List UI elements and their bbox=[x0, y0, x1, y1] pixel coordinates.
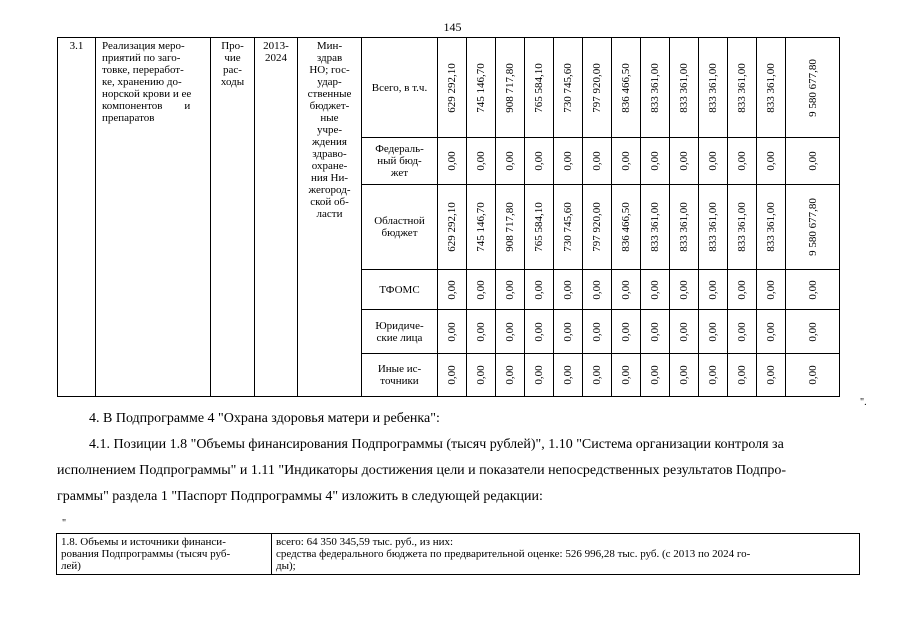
value-text: 0,00 bbox=[562, 279, 574, 300]
value-cell bbox=[467, 138, 496, 185]
value-cell bbox=[438, 270, 467, 310]
value-cell bbox=[786, 270, 840, 310]
value-cell bbox=[728, 270, 757, 310]
value-text: 745 146,70 bbox=[475, 202, 487, 252]
value-cell bbox=[699, 185, 728, 270]
value-cell bbox=[612, 354, 641, 397]
value-cell bbox=[612, 185, 641, 270]
value-cell bbox=[438, 310, 467, 354]
value-cell bbox=[525, 310, 554, 354]
value-cell bbox=[641, 38, 670, 138]
value-text: 0,00 bbox=[446, 151, 458, 171]
value-cell bbox=[757, 38, 786, 138]
value-cell bbox=[728, 310, 757, 354]
measure-name: Реализация меро- приятий по заго- товке, переработ- ке, хранению до- норской крови и ее компонентов и препаратов bbox=[96, 38, 211, 397]
value-text: 0,00 bbox=[678, 321, 690, 342]
value-text: 0,00 bbox=[736, 365, 748, 385]
value-cell bbox=[612, 38, 641, 138]
value-cell bbox=[583, 354, 612, 397]
value-cell bbox=[699, 38, 728, 138]
value-cell bbox=[641, 354, 670, 397]
value-cell bbox=[670, 185, 699, 270]
value-cell bbox=[757, 354, 786, 397]
value-cell bbox=[496, 354, 525, 397]
value-cell bbox=[583, 185, 612, 270]
row-number: 3.1 bbox=[58, 38, 96, 397]
value-cell bbox=[496, 185, 525, 270]
value-text: 0,00 bbox=[562, 365, 574, 385]
value-cell bbox=[757, 310, 786, 354]
table-row bbox=[57, 534, 860, 575]
value-text: 0,00 bbox=[736, 151, 748, 171]
source-label: Юридиче- ские лица bbox=[362, 310, 438, 354]
value-cell bbox=[438, 354, 467, 397]
value-cell bbox=[670, 354, 699, 397]
value-cell bbox=[438, 38, 467, 138]
value-cell bbox=[467, 270, 496, 310]
value-text: 0,00 bbox=[806, 321, 819, 342]
passport-federal: средства федерального бюджета по предварительной оценке: 526 996,28 тыс. руб. (с 2013 по 2024 го- ды); bbox=[276, 548, 751, 572]
value-text: 0,00 bbox=[620, 365, 632, 385]
value-text: 797 920,00 bbox=[591, 62, 603, 113]
source-label: Федераль- ный бюд- жет bbox=[362, 138, 438, 185]
value-cell bbox=[728, 38, 757, 138]
value-text: 0,00 bbox=[591, 321, 603, 342]
value-text: 833 361,00 bbox=[649, 202, 661, 252]
value-cell bbox=[786, 38, 840, 138]
value-text: 0,00 bbox=[736, 279, 748, 300]
value-text: 908 717,80 bbox=[504, 202, 516, 252]
value-cell bbox=[728, 354, 757, 397]
value-cell bbox=[496, 310, 525, 354]
paragraph: 4. В Подпрограмме 4 "Охрана здоровья матери и ребенка": bbox=[89, 411, 440, 426]
value-cell bbox=[467, 38, 496, 138]
value-cell bbox=[699, 354, 728, 397]
value-text: 0,00 bbox=[504, 279, 516, 300]
value-cell bbox=[612, 270, 641, 310]
value-cell bbox=[757, 270, 786, 310]
value-text: 833 361,00 bbox=[649, 62, 661, 113]
value-text: 836 466,50 bbox=[620, 202, 632, 252]
value-text: 0,00 bbox=[649, 365, 661, 385]
value-cell bbox=[786, 354, 840, 397]
table-row bbox=[58, 38, 840, 138]
value-cell bbox=[438, 185, 467, 270]
value-text: 0,00 bbox=[504, 365, 516, 385]
value-text: 836 466,50 bbox=[620, 62, 632, 113]
value-text: 629 292,10 bbox=[446, 62, 458, 113]
value-text: 730 745,60 bbox=[562, 202, 574, 252]
value-text: 0,00 bbox=[533, 365, 545, 385]
value-text: 0,00 bbox=[707, 321, 719, 342]
value-text: 0,00 bbox=[736, 321, 748, 342]
value-text: 0,00 bbox=[765, 279, 777, 300]
value-text: 0,00 bbox=[475, 321, 487, 342]
value-cell bbox=[583, 138, 612, 185]
value-text: 908 717,80 bbox=[504, 62, 516, 113]
value-cell bbox=[467, 354, 496, 397]
passport-left-cell: 1.8. Объемы и источники финанси- рования Подпрограммы (тысяч руб- лей) bbox=[57, 534, 272, 575]
value-cell bbox=[670, 310, 699, 354]
value-text: 0,00 bbox=[475, 365, 487, 385]
value-cell bbox=[670, 270, 699, 310]
value-text: 745 146,70 bbox=[475, 62, 487, 113]
value-cell bbox=[525, 354, 554, 397]
value-text: 0,00 bbox=[678, 279, 690, 300]
value-text: 0,00 bbox=[533, 321, 545, 342]
responsible: Мин- здрав НО; гос- удар- ственные бюджет- ные учре- ждения здраво- охране- ния Ни- жегород- ской об- ласти bbox=[298, 38, 362, 397]
value-text: 833 361,00 bbox=[736, 202, 748, 252]
value-text: 0,00 bbox=[765, 321, 777, 342]
value-text: 0,00 bbox=[533, 151, 545, 171]
value-cell bbox=[496, 270, 525, 310]
value-cell bbox=[467, 310, 496, 354]
value-cell bbox=[554, 270, 583, 310]
value-cell bbox=[728, 185, 757, 270]
value-text: 0,00 bbox=[620, 279, 632, 300]
financing-table bbox=[57, 37, 840, 397]
value-cell bbox=[641, 138, 670, 185]
value-text: 0,00 bbox=[533, 279, 545, 300]
source-label: Иные ис- точники bbox=[362, 354, 438, 397]
value-cell bbox=[612, 138, 641, 185]
expense-type: Про- чие рас- ходы bbox=[211, 38, 255, 397]
value-text: 833 361,00 bbox=[765, 202, 777, 252]
value-text: 797 920,00 bbox=[591, 202, 603, 252]
value-text: 0,00 bbox=[707, 151, 719, 171]
value-cell bbox=[670, 138, 699, 185]
value-text: 9 580 677,80 bbox=[806, 198, 819, 256]
value-text: 0,00 bbox=[707, 279, 719, 300]
source-label: ТФОМС bbox=[362, 270, 438, 310]
value-cell bbox=[728, 138, 757, 185]
value-text: 0,00 bbox=[562, 321, 574, 342]
value-text: 0,00 bbox=[504, 151, 516, 171]
value-text: 0,00 bbox=[591, 279, 603, 300]
value-cell bbox=[699, 310, 728, 354]
value-text: 0,00 bbox=[475, 151, 487, 171]
value-cell bbox=[641, 185, 670, 270]
value-cell bbox=[757, 138, 786, 185]
source-label: Всего, в т.ч. bbox=[362, 38, 438, 138]
value-text: 0,00 bbox=[707, 365, 719, 385]
value-text: 0,00 bbox=[806, 365, 819, 385]
value-cell bbox=[583, 38, 612, 138]
value-text: 730 745,60 bbox=[562, 62, 574, 113]
value-cell bbox=[554, 354, 583, 397]
value-text: 0,00 bbox=[678, 365, 690, 385]
value-cell bbox=[554, 38, 583, 138]
value-cell bbox=[670, 38, 699, 138]
passport-right-cell bbox=[272, 534, 860, 575]
value-text: 765 584,10 bbox=[533, 62, 545, 113]
years: 2013- 2024 bbox=[255, 38, 298, 397]
paragraph: граммы" раздела 1 "Паспорт Подпрограммы 4" изложить в следующей редакции: bbox=[57, 489, 543, 504]
passport-total: всего: 64 350 345,59 тыс. руб., из них: bbox=[276, 536, 454, 548]
value-cell bbox=[467, 185, 496, 270]
value-cell bbox=[641, 310, 670, 354]
value-text: 9 580 677,80 bbox=[806, 58, 819, 117]
passport-table bbox=[56, 533, 860, 575]
value-cell bbox=[525, 38, 554, 138]
page-number: 145 bbox=[443, 20, 462, 34]
value-cell bbox=[786, 138, 840, 185]
value-text: 833 361,00 bbox=[765, 62, 777, 113]
value-cell bbox=[612, 310, 641, 354]
value-cell bbox=[757, 185, 786, 270]
paragraph: 4.1. Позиции 1.8 "Объемы финансирования Подпрограммы (тысяч рублей)", 1.10 "Система организации контроля за bbox=[89, 437, 784, 452]
value-cell bbox=[554, 138, 583, 185]
value-cell bbox=[554, 310, 583, 354]
value-text: 0,00 bbox=[649, 321, 661, 342]
value-text: 0,00 bbox=[806, 151, 819, 171]
value-text: 765 584,10 bbox=[533, 202, 545, 252]
value-text: 0,00 bbox=[649, 151, 661, 171]
value-text: 833 361,00 bbox=[678, 202, 690, 252]
value-cell bbox=[554, 185, 583, 270]
value-cell bbox=[525, 270, 554, 310]
end-quote: ". bbox=[860, 397, 867, 408]
value-cell bbox=[496, 138, 525, 185]
value-cell bbox=[496, 38, 525, 138]
value-cell bbox=[525, 185, 554, 270]
value-text: 833 361,00 bbox=[707, 202, 719, 252]
value-cell bbox=[699, 138, 728, 185]
value-text: 833 361,00 bbox=[736, 62, 748, 113]
value-text: 0,00 bbox=[504, 321, 516, 342]
source-label: Областной бюджет bbox=[362, 185, 438, 270]
value-text: 0,00 bbox=[678, 151, 690, 171]
value-text: 0,00 bbox=[806, 279, 819, 300]
value-text: 833 361,00 bbox=[678, 62, 690, 113]
value-cell bbox=[786, 185, 840, 270]
value-text: 0,00 bbox=[591, 365, 603, 385]
value-text: 0,00 bbox=[765, 365, 777, 385]
value-text: 0,00 bbox=[649, 279, 661, 300]
value-cell bbox=[699, 270, 728, 310]
value-text: 0,00 bbox=[446, 279, 458, 300]
value-text: 0,00 bbox=[475, 279, 487, 300]
paragraph: исполнением Подпрограммы" и 1.11 "Индикаторы достижения цели и показатели непосредственных результатов Подпро- bbox=[57, 463, 787, 478]
value-text: 0,00 bbox=[620, 321, 632, 342]
value-text: 0,00 bbox=[562, 151, 574, 171]
value-text: 0,00 bbox=[446, 321, 458, 342]
value-cell bbox=[583, 310, 612, 354]
value-cell bbox=[438, 138, 467, 185]
value-text: 629 292,10 bbox=[446, 202, 458, 252]
value-text: 0,00 bbox=[765, 151, 777, 171]
value-cell bbox=[786, 310, 840, 354]
value-cell bbox=[525, 138, 554, 185]
value-text: 0,00 bbox=[620, 151, 632, 171]
value-text: 0,00 bbox=[591, 151, 603, 171]
open-quote: " bbox=[62, 518, 67, 529]
value-cell bbox=[583, 270, 612, 310]
value-text: 833 361,00 bbox=[707, 62, 719, 113]
value-text: 0,00 bbox=[446, 365, 458, 385]
value-cell bbox=[641, 270, 670, 310]
